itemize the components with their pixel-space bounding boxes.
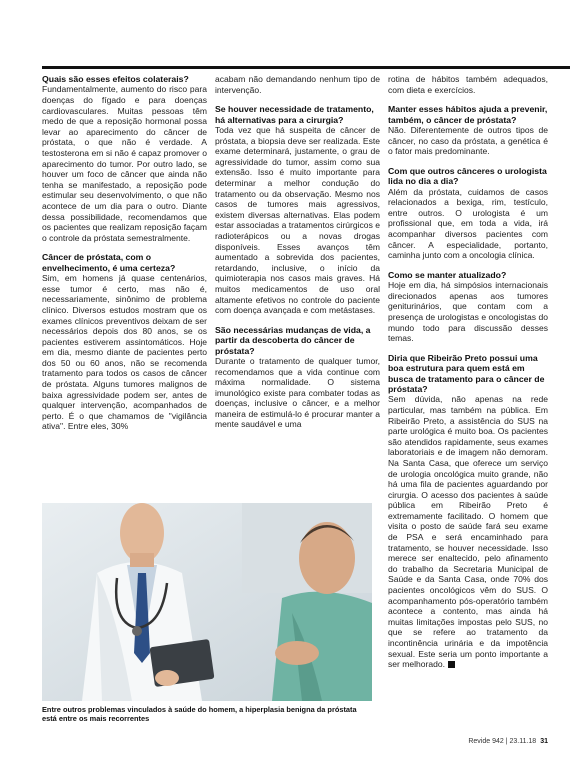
- answer: Além da próstata, cuidamos de casos relacionados a bexiga, rim, testículo, entre outros. O urologista é um profissional que, em toda a vida, irá acompanhar diversos pacientes com câncer. A especialidade, portanto, caminha junto com a oncologia clínica.: [388, 186, 548, 261]
- answer-text: Sem dúvida, não apenas na rede particular, mas também na pública. Em Ribeirão Preto, a assistência do SUS na parte urológica é muito boa. Os pacientes são atendidos rapidamente, seus exames laboratoriais e de imagem não demoram. Na Santa Casa, que oferece um serviço de urologia oncológica muito grande, não há uma fila de pacientes aguardando por cirurgia. O acesso dos pacientes à saúde pública em Ribeirão Preto é extremamente facilitado. O homem que visita o posto de saúde fará seu exame de PSA e será encaminhado para tratamento, se houver necessidade. Isso merece ser enaltecido, pelo afinamento do trabalho da Secretaria Municipal de Saúde e da Santa Casa, onde 70% dos pacientes oncológicos vêm do SUS. O acompanhamento pós-operatório também acontece a contento, mas ainda há muitas limitações impostas pelo SUS, no que se refere ao tratamento da incontinência urinária e da impotência sexual. Este seria um ponto importante a ser melhorado.: [388, 394, 548, 670]
- end-of-article-icon: [448, 661, 455, 668]
- qa-section: [215, 104, 380, 316]
- page-number: 31: [540, 738, 548, 745]
- top-rule: [42, 66, 570, 69]
- answer: Não. Diferentemente de outros tipos de câncer, no caso da próstata, a genética é o fator mais predominante.: [388, 125, 548, 157]
- question: Se houver necessidade de tratamento, há alternativas para a cirurgia?: [215, 104, 374, 125]
- doctor-patient-photo: [42, 503, 372, 701]
- column-2: [215, 74, 380, 439]
- qa-section: [388, 353, 548, 670]
- answer: Toda vez que há suspeita de câncer de próstata, a biopsia deve ser realizada. Este exame determinará, justamente, o grau de agressividade do tumor, assim como sua extensão. Isso é muito importante para determinar a melhor condução do tratamento ou da observação. Mesmo nos casos de tumores mais agressivos, existem diversas alternativas. Elas podem estar associadas a tratamentos cirúrgicos e radioterápicos ou a novas drogas disponíveis. Esses avanços têm aumentado a sobrevida dos pacientes, retardando, inclusive, o início da quimioterapia nos casos mais graves. Há muitos medicamentos de uso oral altamente efetivos no controle do paciente com doença avançada e com metástases.: [215, 125, 380, 316]
- question: São necessárias mudanças de vida, a partir da descoberta do câncer de próstata?: [215, 324, 371, 356]
- qa-section: [42, 252, 207, 432]
- qa-section: [388, 166, 548, 261]
- qa-section: [388, 270, 548, 344]
- answer: rotina de hábitos também adequados, com dieta e exercícios.: [388, 74, 548, 95]
- qa-continuation: [215, 74, 380, 95]
- qa-continuation: [388, 74, 548, 95]
- question: Diria que Ribeirão Preto possui uma boa estrutura para quem está em busca de tratamento para o câncer de próstata?: [388, 352, 545, 394]
- answer: Durante o tratamento de qualquer tumor, recomendamos que a vida continue com máxima normalidade. O sistema imunológico existe para combater todas as doenças, inclusive o câncer, e a melhor maneira de estimulá-lo é procurar manter a mente saudável e uma: [215, 355, 380, 430]
- column-3: [388, 74, 548, 679]
- column-1: [42, 74, 207, 441]
- page-footer: [468, 738, 548, 745]
- question: Câncer de próstata, com o envelhecimento, é uma certeza?: [42, 252, 176, 273]
- answer: acabam não demandando nenhum tipo de intervenção.: [215, 74, 380, 95]
- answer: Hoje em dia, há simpósios internacionais direcionados apenas aos tumores geniturinários, que contam com a presença de urologistas e oncologistas do mundo todo para discussão desses temas.: [388, 280, 548, 344]
- answer: Fundamentalmente, aumento do risco para doenças do fígado e para doenças cardiovasculares. Muitas pessoas têm medo de que a reposição hormonal possa levar ao aparecimento do câncer de próstata, o que não é verdade. A testosterona em si não é capaz promover o aparecimento do tumor. Por outro lado, se houver um foco de câncer que ainda não tenha se manifestado, a reposição pode estimular seu desenvolvimento, o que não acontece de um dia para o outro. Diante dessa possibilidade, recomendamos que os pacientes que realizam reposição façam o controle da próstata semestralmente.: [42, 84, 207, 243]
- issue-info: Revide 942 | 23.11.18: [468, 738, 537, 745]
- answer: Sim, em homens já quase centenários, esse tumor é certo, mas não é, necessariamente, sinônimo de problema clínico. Diversos estudos mostram que os exames clínicos preventivos deixam de ser necessários depois dos 80 anos, se os pacientes estiverem assintomáticos. Hoje em dia, mesmo diante de pacientes perto dos 50 ou 60 anos, não se recomenda tratamento para todos os casos de câncer de próstata. Alguns tumores malignos de baixa agressividade podem ser, antes de qualquer intervenção, acompanhados de perto. É o que chamamos de "vigilância ativa". Entre eles, 30%: [42, 273, 207, 432]
- answer: [388, 394, 548, 669]
- qa-section: [215, 325, 380, 430]
- question: Como se manter atualizado?: [388, 269, 507, 280]
- qa-section: [42, 74, 207, 243]
- photo-caption: Entre outros problemas vinculados à saúde do homem, a hiperplasia benigna da próstata está entre os mais recorrentes: [42, 705, 357, 724]
- question: Quais são esses efeitos colaterais?: [42, 74, 189, 84]
- question: Manter esses hábitos ajuda a prevenir, também, o câncer de próstata?: [388, 104, 548, 125]
- qa-section: [388, 104, 548, 157]
- question: Com que outros cânceres o urologista lida no dia a dia?: [388, 165, 547, 187]
